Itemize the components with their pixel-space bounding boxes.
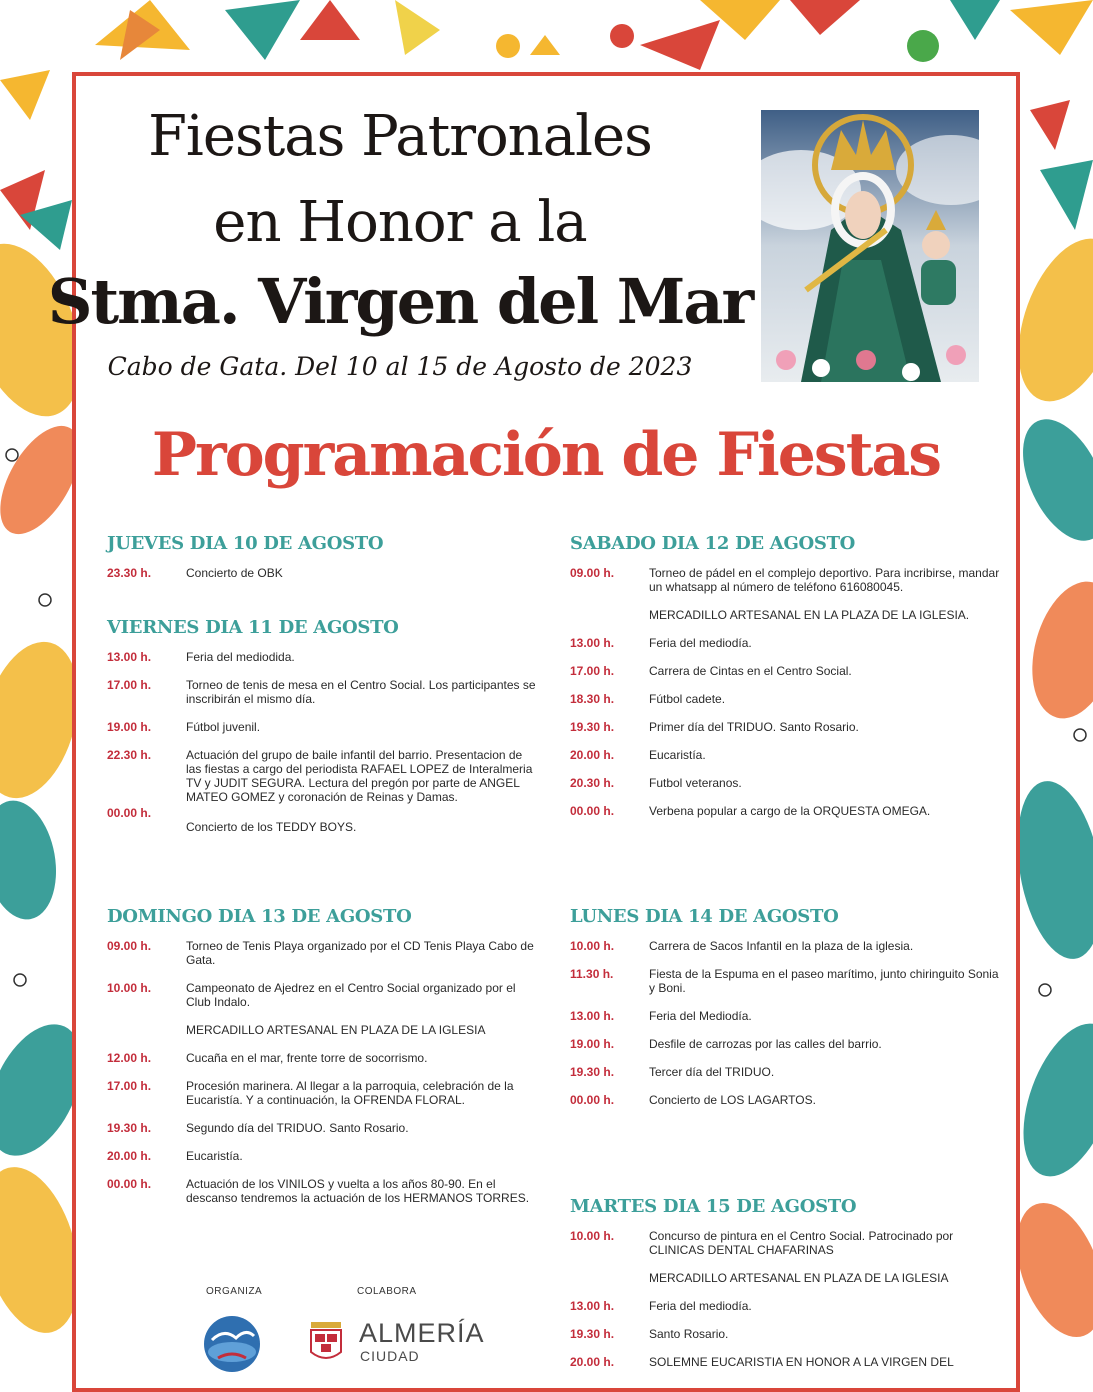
event-row [570, 1093, 1010, 1107]
event-time: 13.00 h. [570, 1009, 615, 1023]
event-row [107, 1177, 547, 1205]
day-title: LUNES DIA 14 DE AGOSTO [570, 906, 839, 927]
event-time: 13.00 h. [107, 650, 152, 664]
event-row [570, 720, 1010, 734]
organiza-label: ORGANIZA [206, 1286, 263, 1297]
event-time: 20.00 h. [570, 748, 615, 762]
event-row [570, 967, 1010, 995]
subtitle-dates: Cabo de Gata. Del 10 al 15 de Agosto de 2023 [107, 352, 693, 381]
event-text: Carrera de Sacos Infantil en la plaza de la iglesia. [649, 939, 914, 953]
event-row [570, 1355, 1010, 1369]
event-row [107, 720, 547, 734]
event-time: 10.00 h. [570, 1229, 615, 1243]
event-time: 19.30 h. [107, 1121, 152, 1135]
event-row [570, 692, 1010, 706]
event-time: 10.00 h. [570, 939, 615, 953]
event-row [107, 1051, 547, 1065]
event-row [570, 664, 1010, 678]
event-row [570, 748, 1010, 762]
event-text: Campeonato de Ajedrez en el Centro Social organizado por el Club Indalo. [186, 981, 516, 1009]
event-text: Concierto de OBK [186, 566, 283, 580]
event-time: 13.00 h. [570, 1299, 615, 1313]
event-time: 20.00 h. [570, 1355, 615, 1369]
event-time: 22.30 h. [107, 748, 152, 762]
event-text: Segundo día del TRIDUO. Santo Rosario. [186, 1121, 409, 1135]
event-row [570, 608, 1010, 622]
event-row [570, 804, 1010, 818]
title-line-3: Stma. Virgen del Mar [47, 265, 753, 338]
event-text: Actuación de los VINILOS y vuelta a los años 80-90. En el descanso tendremos la actuación de los HERMANOS TORRES. [186, 1177, 530, 1205]
colabora-label: COLABORA [357, 1286, 417, 1297]
event-text: Eucaristía. [186, 1149, 243, 1163]
day-title: VIERNES DIA 11 DE AGOSTO [107, 617, 399, 638]
event-row [107, 566, 547, 580]
event-row [570, 939, 1010, 953]
event-row [570, 1037, 1010, 1051]
event-row [107, 748, 547, 804]
event-text: Feria del Mediodía. [649, 1009, 752, 1023]
event-time [107, 1023, 186, 1037]
event-text: Carrera de Cintas en el Centro Social. [649, 664, 852, 678]
event-text: Santo Rosario. [649, 1327, 729, 1341]
event-row [107, 678, 547, 706]
event-row [570, 1299, 1010, 1313]
event-row [107, 939, 547, 967]
event-time: 19.30 h. [570, 1327, 615, 1341]
day-block-friday [107, 617, 547, 848]
day-block-saturday [570, 533, 1010, 832]
event-row [107, 1149, 547, 1163]
event-text: Feria del mediodía. [649, 636, 752, 650]
event-time: 17.00 h. [570, 664, 615, 678]
event-time: 10.00 h. [107, 981, 152, 995]
day-title: MARTES DIA 15 DE AGOSTO [570, 1196, 857, 1217]
event-text: SOLEMNE EUCARISTIA EN HONOR A LA VIRGEN DEL [649, 1355, 954, 1369]
title-line-1: Fiestas Patronales [148, 104, 652, 169]
event-text: Futbol veteranos. [649, 776, 742, 790]
event-time: 20.30 h. [570, 776, 615, 790]
event-row [107, 806, 547, 834]
event-text: Concurso de pintura en el Centro Social. Patrocinado por CLINICAS DENTAL CHAFARINAS [649, 1229, 954, 1257]
event-time: 17.00 h. [107, 1079, 152, 1093]
event-time: 11.30 h. [570, 967, 614, 981]
event-time: 19.00 h. [570, 1037, 615, 1051]
event-time: 19.00 h. [107, 720, 152, 734]
almeria-logo [305, 1318, 505, 1366]
event-time: 00.00 h. [570, 804, 615, 818]
event-time: 13.00 h. [570, 636, 615, 650]
event-row [570, 566, 1010, 594]
event-time: 00.00 h. [107, 806, 152, 820]
event-row [570, 1065, 1010, 1079]
event-text: Procesión marinera. Al llegar a la parroquia, celebración de la Eucaristía. Y a continuación, la OFRENDA FLORAL. [186, 1079, 514, 1107]
event-text: MERCADILLO ARTESANAL EN PLAZA DE LA IGLESIA [649, 1271, 949, 1285]
event-row [107, 1121, 547, 1135]
event-text: Feria del mediodía. [649, 1299, 752, 1313]
event-text: MERCADILLO ARTESANAL EN LA PLAZA DE LA IGLESIA. [649, 608, 970, 622]
event-time: 09.00 h. [570, 566, 615, 580]
organizer-logo [202, 1314, 262, 1374]
event-row [570, 636, 1010, 650]
event-row [570, 776, 1010, 790]
event-text: Torneo de pádel en el complejo deportivo. Para incribirse, mandar un whatsapp al número de teléfono 616080045. [649, 566, 1000, 594]
event-text: Torneo de Tenis Playa organizado por el CD Tenis Playa Cabo de Gata. [186, 939, 534, 967]
event-time: 19.30 h. [570, 720, 615, 734]
event-time: 00.00 h. [107, 1177, 152, 1191]
event-time: 20.00 h. [107, 1149, 152, 1163]
day-block-tuesday [570, 1196, 1010, 1383]
event-time: 19.30 h. [570, 1065, 615, 1079]
day-block-monday [570, 906, 1010, 1121]
event-row [570, 1229, 1010, 1257]
event-time: 09.00 h. [107, 939, 152, 953]
event-row [570, 1271, 1010, 1285]
event-time [570, 608, 649, 622]
event-time [570, 1271, 649, 1285]
event-time: 18.30 h. [570, 692, 615, 706]
city-name: ALMERÍA [359, 1318, 485, 1348]
event-row [570, 1327, 1010, 1341]
event-time: 12.00 h. [107, 1051, 152, 1065]
event-text: Feria del mediodida. [186, 650, 295, 664]
event-text: Verbena popular a cargo de la ORQUESTA OMEGA. [649, 804, 931, 818]
day-title: SABADO DIA 12 DE AGOSTO [570, 533, 856, 554]
event-time: 00.00 h. [570, 1093, 615, 1107]
day-title: JUEVES DIA 10 DE AGOSTO [107, 533, 384, 554]
event-text: Actuación del grupo de baile infantil del barrio. Presentacion de las fiestas a cargo del periodista RAFAEL LOPEZ de Interalmeria TV y JUDIT SEGURA. Lectura del pregón por parte de ANGEL MATEO GOMEZ y coronación de Reinas y Damas. [186, 748, 533, 804]
title-line-2: en Honor a la [213, 190, 587, 255]
city-subtitle: CIUDAD [360, 1348, 420, 1364]
event-row [107, 1023, 547, 1037]
day-block-thursday [107, 533, 547, 594]
event-row [570, 1009, 1010, 1023]
event-time: 17.00 h. [107, 678, 152, 692]
event-text: Fútbol cadete. [649, 692, 726, 706]
event-text: Eucaristía. [649, 748, 706, 762]
event-text: Desfile de carrozas por las calles del barrio. [649, 1037, 882, 1051]
day-block-sunday [107, 906, 547, 1219]
event-text: MERCADILLO ARTESANAL EN PLAZA DE LA IGLESIA [186, 1023, 486, 1037]
event-time: 23.30 h. [107, 566, 152, 580]
event-row [107, 650, 547, 664]
event-text: Fiesta de la Espuma en el paseo marítimo, junto chiringuito Sonia y Boni. [649, 967, 999, 995]
event-text: Fútbol juvenil. [186, 720, 261, 734]
event-text: Primer día del TRIDUO. Santo Rosario. [649, 720, 859, 734]
event-text: Concierto de los TEDDY BOYS. [186, 820, 357, 834]
event-text: Concierto de LOS LAGARTOS. [649, 1093, 816, 1107]
event-row [107, 981, 547, 1009]
event-text: Tercer día del TRIDUO. [649, 1065, 775, 1079]
event-text: Torneo de tenis de mesa en el Centro Social. Los participantes se inscribirán el mismo día. [186, 678, 536, 706]
day-title: DOMINGO DIA 13 DE AGOSTO [107, 906, 412, 927]
event-text: Cucaña en el mar, frente torre de socorrismo. [186, 1051, 428, 1065]
event-row [107, 1079, 547, 1107]
program-title: Programación de Fiestas [151, 420, 941, 490]
virgin-image [761, 110, 979, 382]
